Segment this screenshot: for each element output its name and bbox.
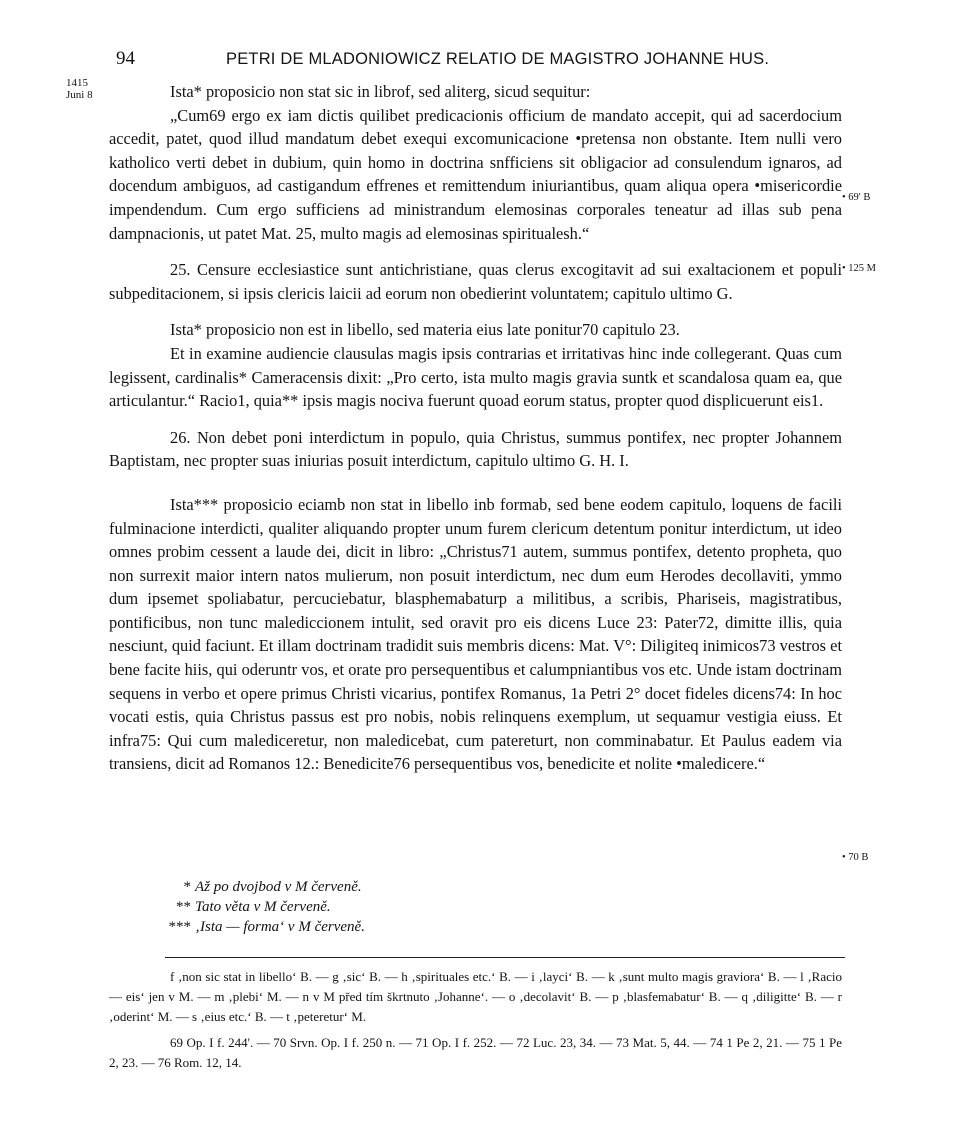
margin-date xyxy=(66,77,93,101)
paragraph-5: Et in examine audiencie clausulas magis ipsis contrarias et irritativas hinc inde collegerant. Quas cum legissent, cardinalis* Cameracensis dixit: „Pro certo, ista multo magis gravia suntk et scandalosa quam ea, que articulantur.“ Racio1, quia** ipsis magis nociva fuerunt quoad eorum status, propter quod displicuerunt eis1. xyxy=(109,343,842,411)
margin-ref-70b: • 70 B xyxy=(842,852,869,863)
paragraph-2: „Cum69 ergo ex iam dictis quilibet predicacionis officium de mandato accepit, qui ad sacerdocium accedit, patet, quod illud mandatum debet exequi excomunicacione •pretensa non obstante. Item nulli vero katholico verti debet in dubium, quin homo in doctrina snfficiens sit obligacior ad consulendum ignaros, ad docendum ambiguos, ad castigandum effrenes et remittendum iniuriantibus, quam aliqua opera •misericordie impendendum. Cum ergo sufficiens ad ministrandum elemosinas corporales teneatur ad illas sub pena dampnacionis, ut patet Mat. 25, multo magis ad elemosinas spiritualesh.“ xyxy=(109,105,842,243)
paragraph-6: 26. Non debet poni interdictum in populo, quia Christus, summus pontifex, nec propter Johannem Baptistam, nec propter suas iniurias posuit interdictum, capitulo ultimo G. H. I. xyxy=(109,427,842,471)
apparatus-sources: 69 Op. I f. 244'. — 70 Srvn. Op. I f. 250 n. — 71 Op. I f. 252. — 72 Luc. 23, 34. — 73 Mat. 5, 44. — 74 1 Pe 2, 21. — 75 1 Pe 2, 23. — 76 Rom. 12, 14. xyxy=(109,1035,842,1070)
paragraph-7: Ista*** proposicio eciamb non stat in libello inb formab, sed bene eodem capitulo, loquens de facili fulminacione interdicti, qualiter aliquando propter unum furem clericum detentum ponitur interdictum, ut ideo omnes probim cessent a laude dei, dicit in libro: „Christus71 autem, summus pontifex, detento propheta, quo non surrexit maior intern natos mulierum, non posuit interdictum, nec dum eum Herodes decollaviti, ymmo dum ipsemet spoliabatur, percuciebatur, blasphemabaturp a militibus, a scribis, Phariseis, magistratibus, pontificibus, non tunc malediccionem intulit, sed oravit pro eis dicens Luce 23: Pater72, dimitte illis, quia nesciunt, quid faciunt. Et illam doctrinam tradidit suis membris dicens: Mat. V°: Diligiteq inimicos73 vestros et bene facite hiis, qui oderuntr vos, et orate pro persequentibus et calumpniantibus vos etc. Unde istam doctrinam sequens in verbo et opere primus Christi vicarius, pontifex Romanus, 1a Petri 2° docet fideles dicens74: In hoc vocati estis, quia Christus passus est pro nobis, nobis relinquens exemplum, ut sequamur vestigia eiuss. Et infra75: Qui cum malediceretur, non maledicebat, cum patereturt, non comminabatur. Et Paulus eadem via transiens, dicit ad Romanos 12.: Benedicite76 persequentibus vos, benedicite et nolite •maledicere.“ xyxy=(109,494,842,774)
note-2 xyxy=(165,897,845,917)
note-1-text: Až po dvojbod v M červeně. xyxy=(195,879,362,895)
margin-ref-69b: • 69' B xyxy=(842,192,871,203)
note-2-text: Tato věta v M červeně. xyxy=(195,899,331,915)
footnote-divider xyxy=(165,957,845,958)
running-title: PETRI DE MLADONIOWICZ RELATIO DE MAGISTRO JOHANNE HUS. xyxy=(226,50,770,68)
note-2-mark: ** xyxy=(176,899,191,915)
paragraph-4: Ista* proposicio non est in libello, sed materia eius late ponitur70 capitulo 23. xyxy=(170,320,680,340)
paragraph-1: Ista* proposicio non stat sic in librof, sed aliterg, sicud sequitur: xyxy=(170,82,591,101)
note-3-text: ‚Ista — forma‘ v M červeně. xyxy=(195,919,365,935)
page-number: 94 xyxy=(116,48,135,69)
page-header xyxy=(108,40,843,70)
apparatus-variants: f ‚non sic stat in libello‘ B. — g ‚sic‘ B. — h ‚spirituales etc.‘ B. — i ‚layci‘ B. — k ‚sunt multo magis graviora‘ B. — l ‚Racio — eis‘ jen v M. — m ‚plebi‘ M. — n v M před tím škrtnuto ‚Johanne‘. — o ‚decolavit‘ B. — p ‚blasfemabatur‘ B. — q ‚diligitte‘ B. — r ‚oderint‘ M. — s ‚eius etc.‘ B. — t ‚petereturʻ M. xyxy=(109,969,842,1024)
note-3 xyxy=(165,917,845,937)
margin-date-year: 1415 xyxy=(66,77,88,89)
margin-ref-125m: • 125 M xyxy=(842,263,877,274)
editor-notes xyxy=(165,877,845,937)
margin-date-day: Juni 8 xyxy=(66,89,93,101)
critical-apparatus xyxy=(109,967,842,1073)
main-text xyxy=(109,80,842,776)
note-1-mark: * xyxy=(183,879,191,895)
note-3-mark: *** xyxy=(168,919,191,935)
paragraph-3: 25. Censure ecclesiastice sunt antichristiane, quas clerus excogitavit ad sui exaltacionem et populi subpeditacionem, si ipsis clericis laicii ad eorum non obedierint voluntatem; capitulo ultimo G. xyxy=(109,260,842,303)
note-1 xyxy=(165,877,845,897)
